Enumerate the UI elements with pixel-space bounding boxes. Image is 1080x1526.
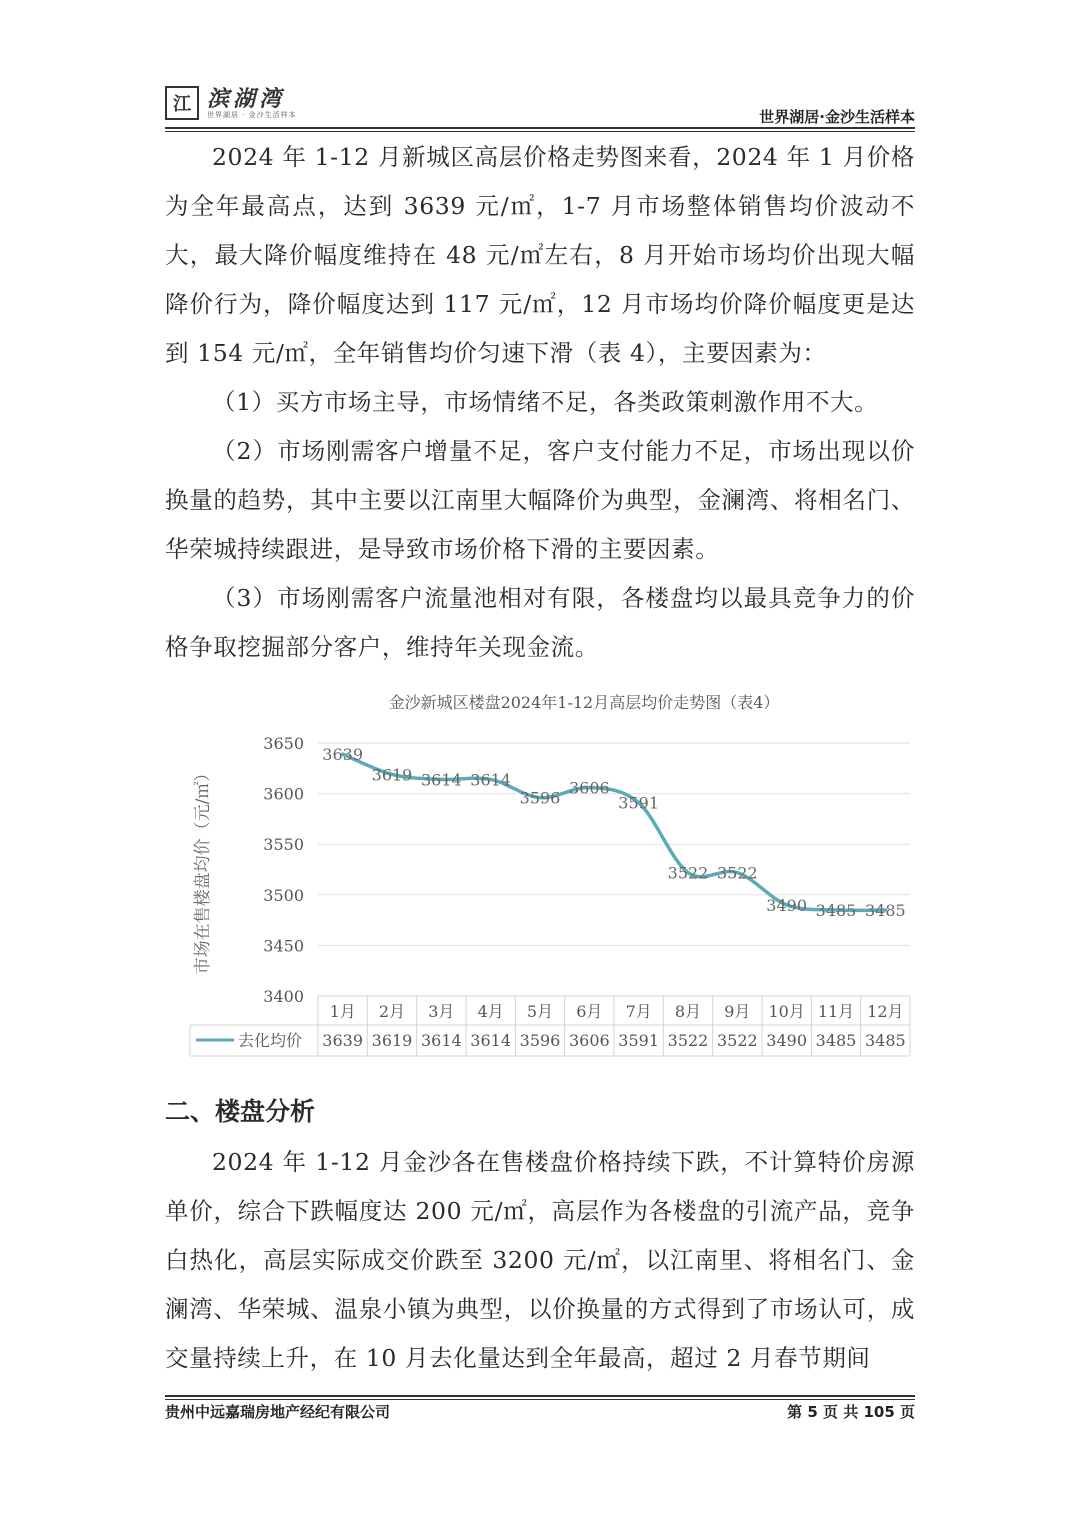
logo-seal-icon: 江	[165, 86, 199, 120]
table-value: 3591	[618, 1031, 660, 1050]
factor-2: （2）市场刚需客户增量不足，客户支付能力不足，市场出现以价换量的趋势，其中主要以江南里大幅降价为典型，金澜湾、将相名门、华荣城持续跟进，是导致市场价格下滑的主要因素。	[165, 437, 915, 563]
footer-rule	[165, 1395, 915, 1397]
y-tick-label: 3550	[263, 835, 304, 855]
data-label: 3522	[716, 863, 758, 883]
footer-company: 贵州中远嘉瑞房地产经纪有限公司	[165, 1403, 391, 1421]
table-value: 3522	[716, 1031, 758, 1050]
table-value: 3639	[322, 1031, 364, 1050]
x-tick-label: 8月	[674, 1002, 702, 1021]
x-tick-label: 11月	[817, 1002, 855, 1021]
page-body	[165, 133, 915, 672]
data-label: 3522	[667, 863, 709, 883]
table-value: 3614	[470, 1031, 512, 1050]
y-axis-label: 市场在售楼盘均价（元/㎡）	[193, 764, 213, 975]
section-heading: 二、楼盘分析	[165, 1097, 316, 1126]
x-tick-label: 5月	[526, 1002, 554, 1021]
factor-3: （3）市场刚需客户流量池相对有限，各楼盘均以最具竞争力的价格争取挖掘部分客户，维持年关现金流。	[165, 584, 915, 661]
x-tick-label: 10月	[768, 1002, 805, 1021]
x-tick-label: 1月	[329, 1002, 356, 1021]
x-tick-label: 6月	[576, 1002, 603, 1021]
header-slogan: 世界湖居·金沙生活样本	[759, 108, 915, 126]
data-label: 3596	[519, 788, 561, 808]
table-value: 3614	[420, 1031, 462, 1050]
table-value: 3490	[766, 1031, 808, 1050]
table-value: 3619	[371, 1031, 413, 1050]
data-label: 3614	[470, 770, 512, 790]
header-rule-thin	[165, 131, 915, 132]
table-value: 3522	[667, 1031, 709, 1050]
footer-rule-thin	[165, 1399, 915, 1400]
page-footer	[165, 1401, 915, 1425]
data-label: 3619	[371, 765, 413, 785]
chart-svg	[180, 680, 915, 1060]
data-label: 3485	[864, 900, 906, 920]
price-trend-chart	[180, 680, 915, 1060]
x-tick-label: 2月	[378, 1002, 406, 1021]
intro-paragraph: 2024 年 1-12 月新城区高层价格走势图来看，2024 年 1 月价格为全年最高点，达到 3639 元/㎡，1-7 月市场整体销售均价波动不大，最大降价幅度维持在 48 元/㎡左右，8 月开始市场均价出现大幅降价行为，降价幅度达到 117 元/㎡，12 月市场均价降价幅度更是达到 154 元/㎡，全年销售均价匀速下滑（表 4），主要因素为：	[165, 143, 915, 367]
page-header	[165, 86, 915, 130]
logo-text	[207, 87, 297, 120]
logo-subtitle: 世界湖居 · 金沙生活样本	[207, 110, 297, 119]
header-rule	[165, 127, 915, 129]
logo-name: 滨湖湾	[207, 85, 286, 112]
x-tick-label: 4月	[477, 1002, 504, 1021]
data-label: 3606	[568, 778, 610, 798]
data-label: 3490	[766, 895, 808, 915]
y-tick-label: 3400	[263, 987, 304, 1006]
y-tick-label: 3650	[263, 734, 304, 753]
x-tick-label: 3月	[428, 1002, 455, 1021]
legend-label: 去化均价	[238, 1031, 303, 1050]
section-2	[165, 1086, 915, 1383]
chart-title: 金沙新城区楼盘2024年1-12月高层均价走势图（表4）	[388, 693, 780, 712]
table-value: 3485	[815, 1031, 857, 1050]
data-label: 3614	[420, 770, 462, 790]
data-label: 3591	[618, 793, 660, 813]
x-tick-label: 12月	[867, 1002, 904, 1021]
section-2-paragraph: 2024 年 1-12 月金沙各在售楼盘价格持续下跌，不计算特价房源单价，综合下跌幅度达 200 元/㎡，高层作为各楼盘的引流产品，竞争白热化，高层实际成交价跌至 3200 元/㎡，以江南里、将相名门、金澜湾、华荣城、温泉小镇为典型，以价换量的方式得到了市场认可，成交量持续上升，在 10 月去化量达到全年最高，超过 2 月春节期间	[165, 1148, 915, 1372]
y-tick-label: 3500	[263, 885, 304, 905]
page-number: 第 5 页 共 105 页	[787, 1403, 915, 1421]
table-value: 3596	[519, 1031, 561, 1050]
table-value: 3606	[568, 1031, 610, 1050]
company-logo	[165, 86, 297, 120]
table-value: 3485	[864, 1031, 906, 1050]
factor-1: （1）买方市场主导，市场情绪不足，各类政策刺激作用不大。	[212, 388, 879, 416]
y-tick-label: 3600	[263, 784, 304, 804]
data-label: 3639	[322, 745, 364, 765]
x-tick-label: 9月	[724, 1002, 751, 1021]
y-tick-label: 3450	[263, 936, 304, 956]
x-tick-label: 7月	[625, 1002, 652, 1021]
data-label: 3485	[815, 900, 857, 920]
